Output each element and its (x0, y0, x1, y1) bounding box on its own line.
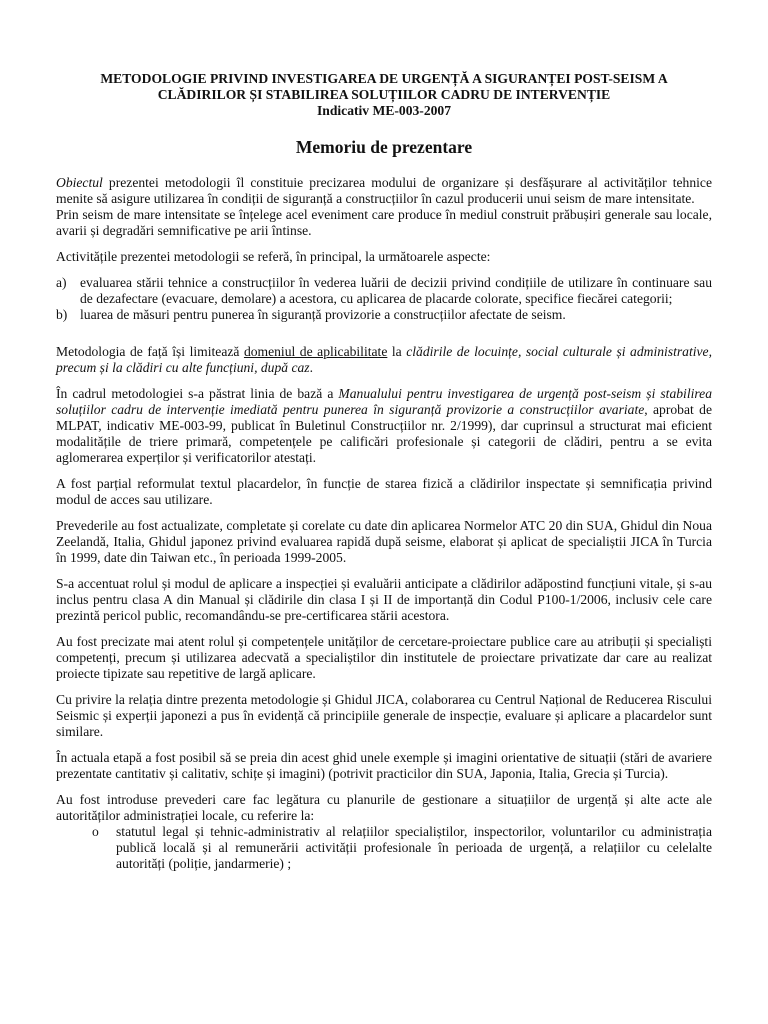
list-item (56, 307, 712, 323)
paragraph-domain (56, 344, 712, 376)
paragraph-manual (56, 386, 712, 466)
text-run: Metodologia de față își limitează (56, 344, 244, 359)
doc-title-line-2: CLĂDIRILOR ȘI STABILIREA SOLUȚIILOR CADRU DE INTERVENȚIE (157, 87, 611, 102)
list-marker: o (92, 824, 99, 839)
text-run: . (309, 360, 313, 375)
authorities-list (56, 824, 712, 872)
paragraph-standards: Prevederile au fost actualizate, completate și corelate cu date din aplicarea Normelor ATC 20 din SUA, Ghidul din Noua Zeelandă, Italia, Ghidul japonez privind evaluarea rapidă după seisme, elaborat și aplicat de specialiștii JICA în Turcia în 1999, date din Taiwan etc., în perioada 1999-2005. (56, 518, 712, 565)
text-run: la (387, 344, 407, 359)
underlined-term: domeniul de aplicabilitate (243, 344, 388, 359)
paragraph-vital-functions: S-a accentuat rolul și modul de aplicare a inspecției și evaluării anticipate a clădirilor adăpostind funcțiuni vitale, și s-au inclus pentru clasa A din Manual și clădirile din clasa I și II de importanță din Codul P100-1/2006, inclusiv cele care prezintă pericol public, recomandându-se pre-certificarea stării acestora. (56, 576, 712, 623)
paragraph-placards: A fost parțial reformulat textul placardelor, în funcție de starea fizică a clădirilor inspectate și semnificația privind modul de acces sau utilizare. (56, 476, 712, 507)
section-title: Memoriu de prezentare (295, 137, 473, 157)
doc-indicativ: Indicativ ME-003-2007 (316, 103, 452, 118)
paragraph-seism-definition: Prin seism de mare intensitate se înțelege acel eveniment care produce în mediul construit prăbușiri generale sau locale, avarii și degradări semnificative pe arii întinse. (56, 207, 712, 238)
list-item-text: evaluarea stării tehnice a construcțiilor în vederea luării de decizii privind condițiile de utilizare în continuare sau de dezafectare (evacuare, demolare) a acestora, cu aplicarea de placarde colorate, specifice fiecărei categorii; (80, 275, 712, 306)
paragraph-activities-intro: Activitățile prezentei metodologii se referă, în principal, la următoarele aspecte: (56, 249, 491, 264)
paragraph-text: prezentei metodologii îl constituie precizarea modului de organizare și desfășurare al activităților tehnice menite să asigure utilizarea în condiții de siguranță a construcțiilor în cazul producerii unui seism de mare intensitate. (56, 175, 712, 206)
list-marker: b) (56, 307, 68, 322)
manual-title: Manualului pentru investigarea de urgență post-seism și stabilirea soluțiilor cadru de intervenție imediată pentru punerea în siguranță provizorie a construcțiilor avariate (56, 386, 712, 417)
paragraph-emergency-plans: Au fost introduse prevederi care fac legătura cu planurile de gestionare a situațiilor de urgență și alte acte ale autorităților administrației locale, cu referire la: (56, 792, 712, 823)
italic-term: clădirile de locuințe, social culturale și administrative, precum și la clădiri cu alte funcțiuni, după caz (56, 344, 712, 375)
text-run: În cadrul metodologiei s-a păstrat linia de bază a (56, 386, 339, 401)
paragraph-jica: Cu privire la relația dintre prezenta metodologie și Ghidul JICA, colaborarea cu Centrul Național de Reducerea Riscului Seismic și experții japonezi a pus în evidență că principiile generale de inspecție, evaluare și aplicare a placardelor sunt similare. (56, 692, 712, 739)
paragraph-obiectul (56, 175, 712, 207)
paragraph-research-units: Au fost precizate mai atent rolul și competențele unităților de cercetare-proiectare publice care au atribuții și specialiști competenți, precum și utilizarea adecvată a specialiștilor din institutele de proiectare privatizate dar care au realizat proiecte tipizate sau repetitive de largă aplicare. (56, 634, 712, 681)
text-run: , aprobat de MLPAT, indicativ ME-003-99, publicat în Buletinul Construcțiilor nr. 2/1999), dar cuprinsul a structurat mai eficient modalitățile de triere primară, competențele pe calificări profesionale și categorii de clădiri, pentru a se evita aglomerarea experților și verificatorilor atestați. (56, 402, 712, 465)
list-item (92, 824, 712, 872)
activities-list (56, 275, 712, 323)
lead-word: Obiectul (56, 175, 103, 190)
paragraph-examples: În actuala etapă a fost posibil să se preia din acest ghid unele exemple și imagini orientative de situații (stări de avariere prezentate cantitativ și calitativ, schițe și imagini) (potrivit practicilor din SUA, Japonia, Italia, Grecia și Turcia). (56, 750, 712, 781)
list-marker: a) (56, 275, 67, 290)
list-item-text: luarea de măsuri pentru punerea în siguranță provizorie a construcțiilor afectate de seism. (80, 307, 566, 322)
doc-title-line-1: METODOLOGIE PRIVIND INVESTIGAREA DE URGENȚĂ A SIGURANȚEI POST-SEISM A (100, 71, 668, 86)
list-item (56, 275, 712, 307)
list-item-text: statutul legal și tehnic-administrativ al relațiilor specialiștilor, inspectorilor, voluntarilor cu administrația publică locală și al remunerării activității profesionale în perioada de urgență, a relațiilor cu celelalte autorități (poliție, jandarmerie) ; (116, 824, 712, 871)
